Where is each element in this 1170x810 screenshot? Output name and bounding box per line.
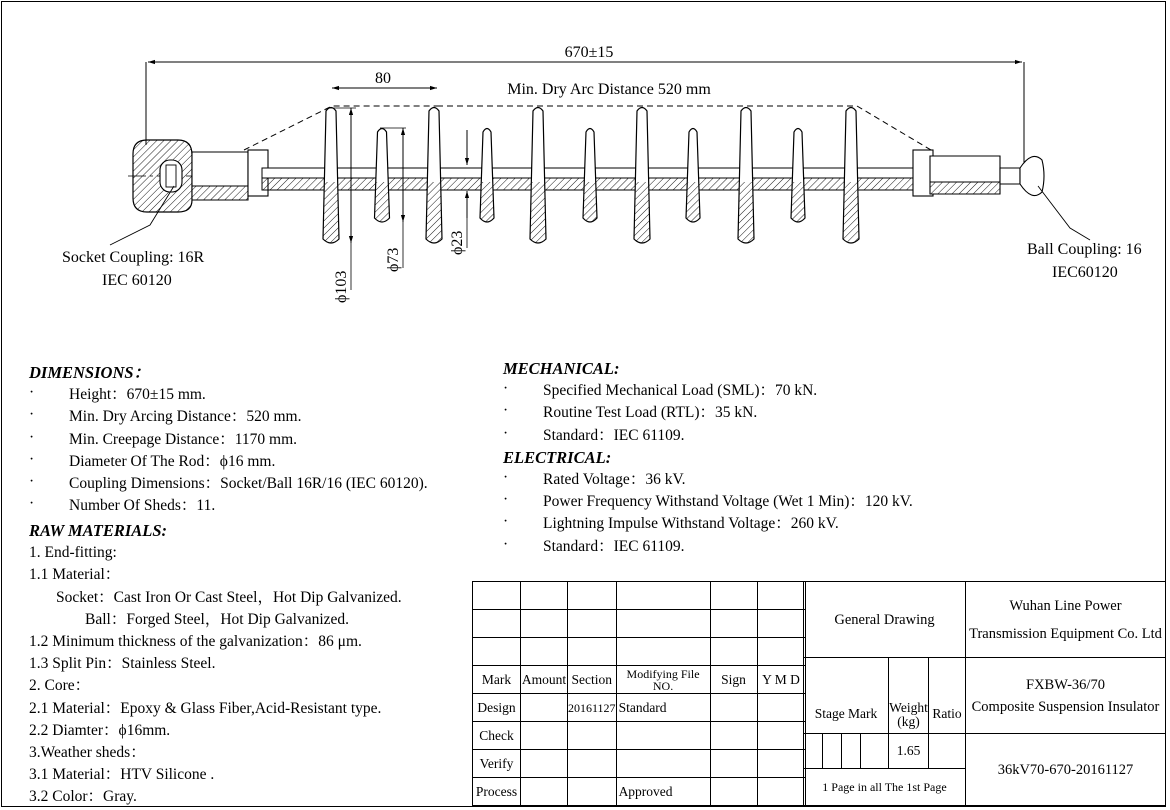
rev-cell [521,610,568,638]
shed-section [480,182,494,222]
dia-medium-label: ϕ73 [385,247,402,272]
rev-cell [757,722,805,750]
raw-line: 3.1 Material：HTV Silicone . [29,766,215,784]
rev-cell [568,610,617,638]
weight-value: 1.65 [889,734,929,769]
bullet: · [503,402,509,420]
revision-table [472,581,806,806]
rev-cell [757,778,805,806]
rev-cell [616,750,710,778]
rev-cell [757,750,805,778]
raw-line: 1.2 Minimum thickness of the galvanization：86 μm. [29,632,362,650]
approved-label: Approved [616,778,710,806]
raw-line: 1. End-fitting: [29,544,117,562]
raw-materials-heading: RAW MATERIALS: [29,521,168,540]
shed-section [426,182,442,243]
header-amount: Amount [521,666,568,694]
bullet: · [29,495,35,513]
dimensions-heading: DIMENSIONS： [29,363,151,382]
rev-cell [568,582,617,610]
header-mark: Mark [473,666,521,694]
label-verify: Verify [473,750,521,778]
ball-coupling-label: Ball Coupling: 16 [1027,241,1142,258]
socket-end-fitting [133,140,268,212]
rev-cell [616,722,710,750]
rev-cell [473,610,521,638]
raw-line: Socket：Cast Iron Or Cast Steel，Hot Dip Galvanized. [56,588,402,606]
spec-item: Standard：IEC 61109. [543,426,685,444]
bullet: · [503,535,509,553]
rev-cell [568,638,617,666]
insulator-drawing [0,0,1170,345]
arc-distance-label: Min. Dry Arc Distance 520 mm [507,81,711,98]
rev-cell [568,750,617,778]
spec-item: Specified Mechanical Load (SML)：70 kN. [543,382,818,400]
stage-cell [804,734,823,769]
label-process: Process [473,778,521,806]
rev-cell [521,694,568,722]
raw-line: 3.Weather sheds： [29,743,146,761]
header-sign: Sign [710,666,757,694]
bullet: · [503,380,509,398]
standard-label: Standard [616,694,710,722]
bullet: · [29,472,35,490]
stage-mark-label: Stage Mark [804,658,889,734]
rev-cell [616,638,710,666]
rev-cell [616,610,710,638]
shed-pitch-dimension [332,70,437,88]
spec-item: Rated Voltage：36 kV. [543,470,686,488]
socket-coupling-standard: IEC 60120 [102,272,172,289]
weight-label: Weight (kg) [889,658,929,734]
drawing-type: General Drawing [804,582,966,658]
rev-cell [710,610,757,638]
bullet: · [29,406,35,424]
header-modifying-file: Modifying File NO. [616,666,710,694]
company-line-1: Wuhan Line Power [1009,597,1122,614]
label-check: Check [473,722,521,750]
rev-cell [710,694,757,722]
rev-cell [710,778,757,806]
rev-cell [710,638,757,666]
rev-cell [757,610,805,638]
dia-large-label: ϕ103 [333,270,350,303]
stage-cell [842,734,861,769]
rev-cell [757,582,805,610]
shed-section [791,182,805,222]
raw-line: 2.2 Diamter：ϕ16mm. [29,721,171,739]
dia-rod-label: ϕ23 [449,230,466,255]
spec-item: Min. Dry Arcing Distance：520 mm. [69,408,302,426]
rev-cell [616,582,710,610]
ratio-label: Ratio [929,658,966,734]
design-date: 20161127 [568,694,617,722]
product-title [966,658,1166,734]
bullet: · [503,424,509,442]
spec-item: Coupling Dimensions：Socket/Ball 16R/16 (IEC 60120). [69,474,428,492]
spec-item: Standard：IEC 61109. [543,537,685,555]
spec-item: Min. Creepage Distance：1170 mm. [69,430,297,448]
ball-coupling-standard: IEC60120 [1052,264,1118,281]
product-name: Composite Suspension Insulator [971,699,1160,715]
spec-item: Lightning Impulse Withstand Voltage：260 kV. [543,515,839,533]
spec-item: Height：670±15 mm. [69,386,206,404]
drawing-number: 36kV70-670-20161127 [966,734,1166,806]
spec-item: Power Frequency Withstand Voltage (Wet 1 Min)：120 kV. [543,493,913,511]
shed-section [686,182,700,222]
rev-cell [521,638,568,666]
rev-cell [757,638,805,666]
rev-cell [473,638,521,666]
raw-line: 2.1 Material：Epoxy & Glass Fiber,Acid-Resistant type. [29,699,382,717]
rev-cell [521,582,568,610]
raw-line: 1.1 Material： [29,566,121,584]
electrical-heading: ELECTRICAL: [503,447,612,467]
shed-section [738,182,754,243]
socket-coupling-label: Socket Coupling: 16R [62,249,205,266]
shed-section [634,182,650,243]
title-block [803,581,1166,806]
callouts [62,186,1142,289]
bullet: · [29,384,35,402]
bullet: · [29,450,35,468]
spec-item: Diameter Of The Rod：ϕ16 mm. [69,452,276,470]
spec-item: Number Of Sheds：11. [69,497,216,515]
raw-line: 3.2 Color：Gray. [29,788,137,806]
bullet: · [503,513,509,531]
rev-cell [521,750,568,778]
header-ymd: Y M D [757,666,805,694]
ratio-value [929,734,966,769]
model-number: FXBW-36/70 [1026,677,1105,693]
bullet: · [503,491,509,509]
rev-cell [757,694,805,722]
label-design: Design [473,694,521,722]
raw-line: Ball：Forged Steel，Hot Dip Galvanized. [85,610,350,628]
rev-cell [710,750,757,778]
company-name [966,582,1166,658]
bullet: · [29,428,35,446]
shed-section [323,182,339,243]
company-line-2: Transmission Equipment Co. Ltd [969,625,1162,642]
overall-dimension-label: 670±15 [564,44,614,61]
header-section: Section [568,666,617,694]
stage-cell [823,734,842,769]
rev-cell [568,722,617,750]
diameter-dimensions [330,108,467,303]
raw-line: 1.3 Split Pin：Stainless Steel. [29,655,216,673]
shed-section [583,182,597,222]
rev-cell [521,722,568,750]
rev-cell [473,582,521,610]
shed-section [375,182,390,222]
shed-section [530,182,546,243]
stage-cell [861,734,889,769]
mechanical-heading: MECHANICAL: [503,359,620,378]
raw-line: 2. Core： [29,677,91,695]
rev-cell [710,582,757,610]
page-count: 1 Page in all The 1st Page [804,769,966,806]
bullet: · [503,468,509,486]
rev-cell [710,722,757,750]
shed-pitch-label: 80 [375,70,391,87]
spec-item: Routine Test Load (RTL)：35 kN. [543,404,758,422]
shed-section [843,182,859,243]
rev-cell [568,778,617,806]
rev-cell [521,778,568,806]
